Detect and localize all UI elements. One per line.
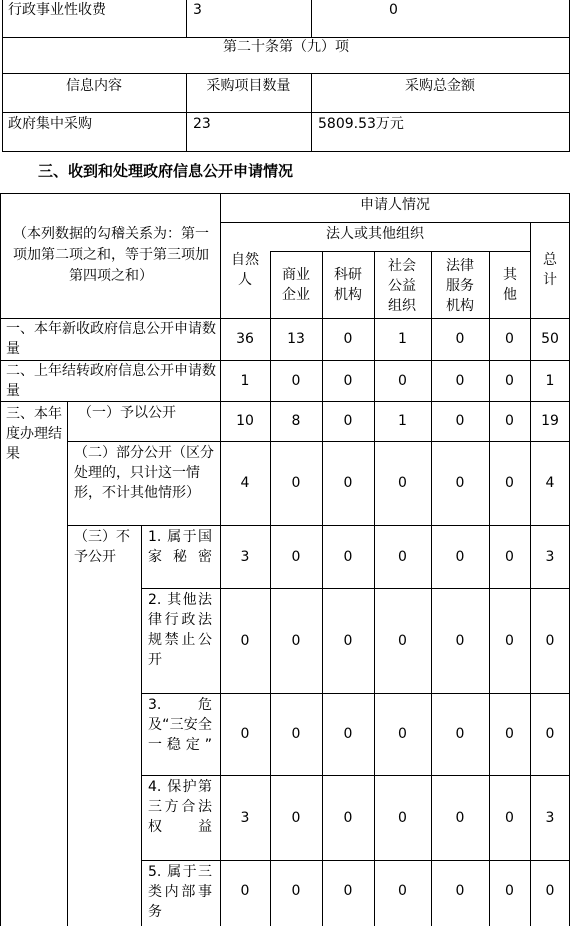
row3c1-value-1: 0 (291, 549, 301, 565)
row3a-value-1: 8 (291, 413, 301, 429)
row3c1-value-5: 0 (505, 549, 514, 565)
row2-value-2: 0 (343, 373, 353, 389)
row3a-value-4: 0 (455, 413, 465, 429)
section-title: 第二十条第（九）项 (223, 39, 349, 55)
row3a-value-2: 0 (343, 413, 353, 429)
col-social: 社会公益组织 (388, 258, 416, 314)
row3c2-value-5: 0 (505, 633, 514, 649)
row-admin-fee-col2: 3 (193, 2, 202, 18)
row3a-value-3: 1 (398, 413, 407, 429)
header-info-content: 信息内容 (66, 78, 122, 94)
row-admin-fee-label: 行政事业性收费 (8, 2, 106, 18)
row3c2-value-6: 0 (545, 633, 555, 649)
row3c4-value-6: 3 (545, 810, 555, 826)
row3c3-value-1: 0 (291, 726, 301, 742)
row3a-value-0: 10 (236, 413, 254, 429)
row3c4-value-3: 0 (398, 810, 407, 826)
row3a-value-5: 0 (505, 413, 514, 429)
row3c2-value-1: 0 (291, 633, 301, 649)
row3c2-value-3: 0 (398, 633, 407, 649)
row1-value-4: 0 (455, 331, 465, 347)
row3a-value-6: 19 (541, 413, 559, 429)
row3c1-value-3: 0 (398, 549, 407, 565)
row2-value-6: 1 (545, 373, 555, 389)
row1-label: 一、本年新收政府信息公开申请数量 (6, 321, 216, 357)
row3c1-value-2: 0 (343, 549, 353, 565)
row3c2-label: 2. 其他法律行政法规禁止公开 (148, 592, 212, 668)
row2-label: 二、上年结转政府信息公开申请数量 (6, 363, 216, 399)
row3a-label: （一）予以公开 (78, 405, 176, 421)
row3b-value-3: 0 (398, 475, 407, 491)
row3c3-value-2: 0 (343, 726, 353, 742)
row3c5-value-6: 0 (545, 883, 555, 899)
row3c3-label: 3. 危及“三安全一稳定” (148, 697, 212, 753)
col-natural: 自然人 (231, 252, 259, 288)
row3c5-value-2: 0 (343, 883, 353, 899)
row1-value-3: 1 (398, 331, 407, 347)
row-procurement-label: 政府集中采购 (8, 116, 92, 132)
header-total-amount: 采购总金额 (405, 78, 475, 94)
row3c-group-label: （三）不予公开 (74, 529, 130, 565)
row-procurement-count: 23 (193, 116, 211, 132)
row3c4-label: 4. 保护第三方合法权益 (148, 779, 212, 835)
row1-value-0: 36 (236, 331, 254, 347)
row3c3-value-4: 0 (455, 726, 465, 742)
row3c5-value-1: 0 (291, 883, 301, 899)
row3c4-value-0: 3 (240, 810, 250, 826)
row3c5-value-4: 0 (455, 883, 465, 899)
row3c1-label: 1. 属于国家秘密 (148, 529, 212, 565)
row3c2-value-4: 0 (455, 633, 465, 649)
row3c3-value-6: 0 (545, 726, 555, 742)
row2-value-4: 0 (455, 373, 465, 389)
row2-value-1: 0 (291, 373, 301, 389)
row3b-label: （二）部分公开（区分处理的，只计这一情形，不计其他情形） (74, 445, 214, 501)
row2-value-3: 0 (398, 373, 407, 389)
row3c4-value-1: 0 (291, 810, 301, 826)
row1-value-6: 50 (541, 331, 559, 347)
table-note: （本列数据的勾稽关系为：第一项加第二项之和，等于第三项加第四项之和） (13, 226, 209, 284)
row-admin-fee-col3: 0 (389, 2, 398, 18)
row3c1-value-4: 0 (455, 549, 465, 565)
row3c5-value-3: 0 (398, 883, 407, 899)
row3c1-value-6: 3 (545, 549, 555, 565)
row3b-value-0: 4 (240, 475, 250, 491)
row3b-value-4: 0 (455, 475, 465, 491)
row-procurement-amount: 5809.53万元 (318, 116, 404, 132)
row3b-value-5: 0 (505, 475, 514, 491)
col-commercial: 商业企业 (282, 267, 310, 303)
applicant-header: 申请人情况 (360, 197, 430, 213)
row3c5-value-0: 0 (240, 883, 250, 899)
row1-value-2: 0 (343, 331, 353, 347)
row3b-value-6: 4 (545, 475, 555, 491)
legal-header: 法人或其他组织 (326, 226, 424, 242)
row3c4-value-2: 0 (343, 810, 353, 826)
section3-heading: 三、收到和处理政府信息公开申请情况 (38, 162, 294, 180)
row3c4-value-5: 0 (505, 810, 514, 826)
row3c3-value-3: 0 (398, 726, 407, 742)
col-research: 科研机构 (334, 267, 362, 303)
col-total: 总计 (543, 252, 557, 288)
row3c5-value-5: 0 (505, 883, 514, 899)
row3c5-label: 5. 属于三类内部事务 (148, 864, 212, 920)
row3-group-label: 三、本年度办理结果 (6, 406, 62, 462)
row3c1-value-0: 3 (240, 549, 250, 565)
row3b-value-2: 0 (343, 475, 353, 491)
row3c2-value-2: 0 (343, 633, 353, 649)
row3c3-value-0: 0 (240, 726, 250, 742)
row2-value-0: 1 (240, 373, 250, 389)
row2-value-5: 0 (505, 373, 514, 389)
row1-value-5: 0 (505, 331, 514, 347)
row3c3-value-5: 0 (505, 726, 514, 742)
header-project-count: 采购项目数量 (206, 78, 291, 94)
col-other: 其他 (503, 267, 517, 303)
row3b-value-1: 0 (291, 475, 301, 491)
row1-value-1: 13 (287, 331, 305, 347)
col-legal-service: 法律服务机构 (446, 258, 474, 314)
row3c2-value-0: 0 (240, 633, 250, 649)
row3c4-value-4: 0 (455, 810, 465, 826)
